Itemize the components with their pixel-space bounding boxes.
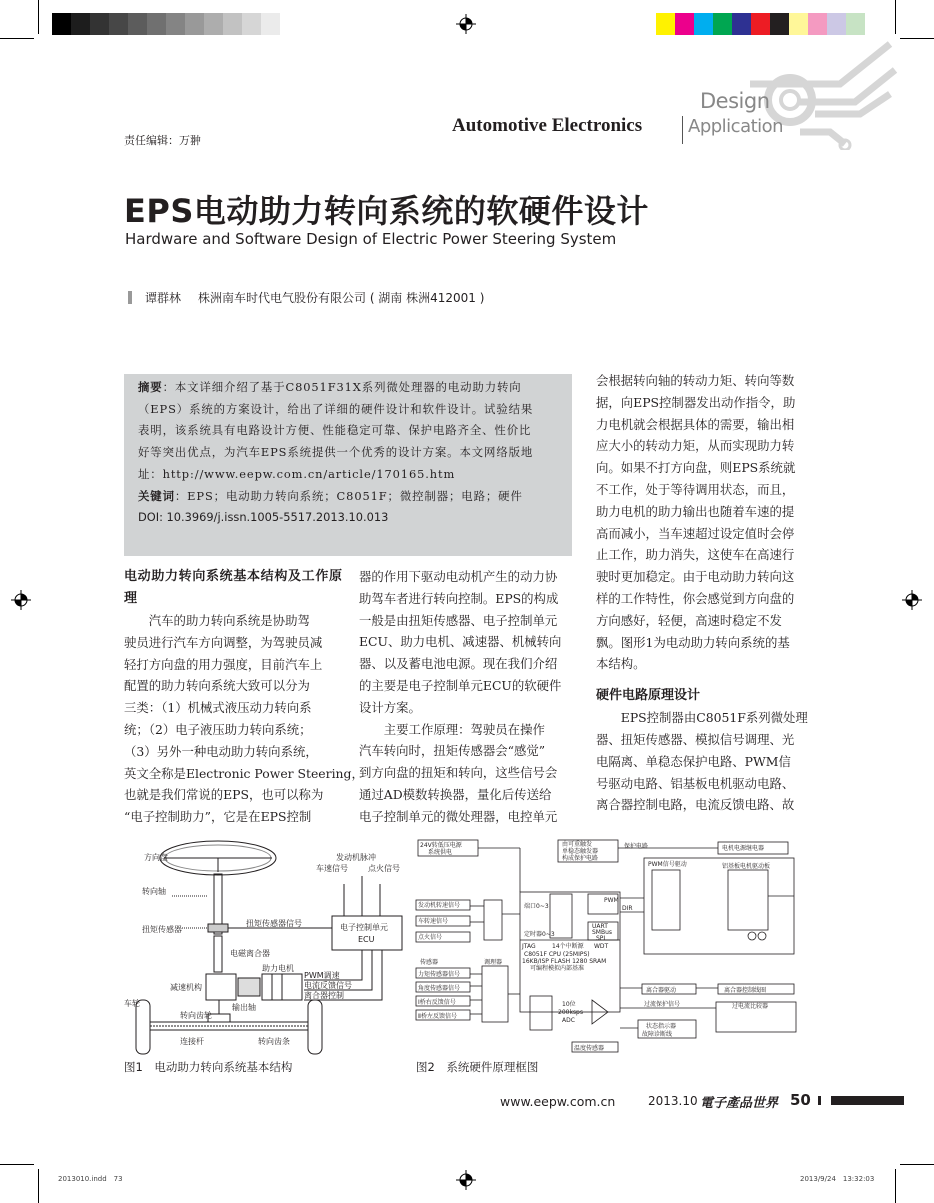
fig2-label: PWM [604,897,619,904]
crop-mark [0,1164,34,1165]
fig2-label: 过流保护信号 [644,1001,681,1008]
color-swatch [713,13,732,35]
fig2-label: PWM信号驱动 [648,861,687,868]
abstract-label: 摘要 [138,380,163,394]
body-line: 到方向盘的扭矩和转向，这些信号会 [359,765,558,781]
crop-mark [38,0,39,34]
fig2-label: 过电流比较器 [732,1003,769,1010]
body-line: 三类：（1）机械式液压动力转向系 [124,700,312,716]
color-swatch [242,13,261,35]
color-swatch [846,13,865,35]
fig2-label: 保护电路 [624,843,649,850]
color-swatch [128,13,147,35]
body-line: ECU、助力电机、减速器、机械转向 [359,634,562,650]
abstract-line: 表明，该系统具有电路设计方便、性能稳定可靠、保护电路齐全、性价比 [138,423,532,438]
column-2-lines [359,566,577,828]
author-marker [128,291,132,304]
color-swatch [751,13,770,35]
color-swatch [166,13,185,35]
fig1-label: PWM调速 [304,971,340,980]
fig2-label: 车转速信号 [418,918,449,925]
fig2-label: 电机电源继电器 [722,845,765,852]
crop-mark [895,0,896,34]
journal-section: Automotive Electronics [452,115,643,136]
fig2-label: 状态指示器 [646,1023,677,1030]
body-line: 飘。图形1为电动助力转向系统的基 [596,634,790,650]
fig1-label: ECU [358,935,375,944]
fig1-label: 方向盘 [144,853,168,862]
color-swatch [109,13,128,35]
registration-mark-top [456,14,476,34]
print-timestamp: 2013/9/24 13:32:03 [800,1175,875,1183]
fig1-label: 电流反馈信号 [304,981,352,990]
fig2-label: ADC [562,1017,575,1024]
fig1-label: 离合器控制 [304,991,344,1000]
figure-2-diagram [412,836,812,1058]
body-line: 统；（2）电子液压助力转向系统； [124,721,312,737]
body-line: 止工作，助力消失，这使车在高速行 [596,547,795,563]
body-line: 电隔离、单稳态保护电路、PWM信 [596,753,791,769]
body-line: 设计方案。 [359,699,421,715]
body-line: 器、以及蓄电池电源。现在我们介绍 [359,656,558,672]
registration-mark-right [902,590,922,610]
body-line: 电子控制单元的微处理器，电控单元 [359,808,558,824]
section-heading: 电动助力转向系统基本结构及工作原理 [124,569,342,606]
fig2-label: 构成保护电路 [562,855,599,862]
body-line: 会根据转向轴的转动力矩、转向等数 [596,373,795,388]
keywords: ：EPS；电动助力转向系统；C8051F；微控制器；电路；硬件 [174,488,523,503]
body-line: 应大小的转动力矩，从而实现助力转 [596,438,795,454]
fig2-label: 端口0~3 [524,903,549,910]
fig1-label: 扭矩传感器 [142,925,182,934]
body-line: 助驾车者进行转向控制。EPS的构成 [359,590,559,606]
figure-1-diagram [122,836,412,1056]
color-swatch [71,13,90,35]
fig2-label: DIR [622,905,633,912]
body-line: 离合器控制电路，电流反馈电路、故 [596,797,795,813]
fig1-label: 助力电机 [262,964,294,973]
abstract-line: （EPS）系统的方案设计，给出了详细的硬件设计和软件设计。试验结果 [138,401,534,416]
fig2-label: 离合器驱动 [646,987,677,994]
article-title-cn: EPS电动助力转向系统的软硬件设计 [124,192,649,230]
color-swatch [770,13,789,35]
color-swatch [147,13,166,35]
fig2-label: WDT [594,943,609,950]
color-swatch [789,13,808,35]
fig1-label: 车速信号 [316,864,348,873]
fig2-label: 点火信号 [418,934,443,941]
author-name: 谭群林 [145,291,182,305]
body-line: 不工作，处于等待调用状态，而且， [596,481,795,497]
fig2-label: 传感器 [420,959,439,966]
body-line: 汽车的助力转向系统是协助驾 [124,613,310,628]
crop-mark [38,1169,39,1203]
body-line: 号驱动电路、铝基板电机驱动电路、 [596,775,795,791]
fig2-label: 离合器控制线圈 [724,987,767,994]
fig1-label: 转向齿轮 [180,1011,212,1020]
process-color-bar [656,13,865,35]
logo-application: Application [688,116,784,137]
body-line: 通过AD模数转换器，量化后传送给 [359,786,552,802]
fig2-label: 故障诊断线 [642,1031,673,1038]
color-swatch [223,13,242,35]
fig2-label: 发动机转速信号 [418,902,461,909]
fig1-label: 扭矩传感器信号 [246,919,302,928]
doi: DOI: 10.3969/j.issn.1005-5517.2013.10.013 [138,510,389,525]
body-line: 驶员进行汽车方向调整，为驾驶员减 [124,634,323,650]
fig2-label: 14个中断源 [552,943,584,950]
body-line: 一般是由扭矩传感器、电子控制单元 [359,612,558,628]
footer-bar [832,1096,904,1105]
color-swatch [675,13,694,35]
article-title-en: Hardware and Software Design of Electric Power Steering System [125,230,617,248]
fig2-label: 定时器0~3 [524,931,555,938]
body-line: 高而减小，当车速超过设定值时会停 [596,525,795,541]
fig2-label: JTAG [522,943,536,950]
fig1-label: 电子控制单元 [340,923,388,932]
body-line: 样的工作特性，你会感觉到方向盘的 [596,590,795,606]
color-swatch [261,13,280,35]
crop-mark [900,1164,934,1165]
fig2-label: 温度传感器 [574,1045,605,1052]
fig2-label: UART [592,923,608,930]
figure-1-caption: 图1 电动助力转向系统基本结构 [124,1060,293,1074]
column-1 [124,566,364,828]
column-3-lines-2 [596,707,814,816]
editor-credit: 责任编辑：万翀 [124,134,201,147]
fig2-label: SPI [596,935,606,942]
fig1-label: 输出轴 [232,1003,256,1012]
column-3-lines [596,370,814,675]
body-line: 轻打方向盘的用力强度，目前汽车上 [124,656,323,672]
body-line: “电子控制助力”，它是在EPS控制 [124,809,312,825]
keywords-label: 关键词 [138,488,175,503]
body-line: 据，向EPS控制器发出动作指令，助 [596,394,796,410]
footer-magazine: 電子產品世界 [700,1096,779,1111]
fig2-label: C8051F CPU (25MIPS) [524,951,590,958]
body-line: 配置的助力转向系统大致可以分为 [124,678,310,694]
footer-url: www.eepw.com.cn [500,1094,616,1109]
body-line: 器、扭矩传感器、模拟信号调理、光 [596,731,795,747]
color-swatch [656,13,675,35]
body-line: 力电机就会根据具体的需要，输出相 [596,416,795,432]
fig2-label: 200ksps [558,1009,583,1016]
body-line: 驶时更加稳定。由于电动助力转向这 [596,569,795,585]
fig1-label: 连接杆 [180,1037,204,1046]
column-3 [596,370,814,816]
body-line: 向。如果不打方向盘，则EPS系统就 [596,460,796,476]
body-line: EPS控制器由C8051F系列微处理 [596,710,808,726]
column-1-lines [124,610,364,828]
gray-color-bar [52,13,280,35]
fig2-label: 10位 [562,1001,576,1008]
color-swatch [52,13,71,35]
file-info: 2013010.indd 73 [58,1175,123,1183]
abstract-line: ：本文详细介绍了基于C8051F31X系列微处理器的电动助力转向 [162,380,522,394]
fig2-label: 24V转低压电源 [420,842,462,849]
fig2-label: 铝基板电机驱动板 [722,863,771,870]
logo-design: Design [700,89,770,113]
color-swatch [827,13,846,35]
body-line: 助力电机的助力输出也随着车速的提 [596,503,795,519]
color-swatch [694,13,713,35]
color-swatch [185,13,204,35]
fig2-label: 可编程模拟内部基准 [530,965,585,972]
body-line: （3）另外一种电动助力转向系统， [124,743,318,759]
abstract-line: 好等突出优点，为汽车EPS系统提供一个优秀的设计方案。本文网络版地 [138,445,534,460]
fig1-label: 车轮 [124,999,140,1008]
color-swatch [204,13,223,35]
author-affiliation: 株洲南车时代电气股份有限公司 ( 湖南 株洲412001 ) [198,291,485,305]
crop-mark [895,1169,896,1203]
fig2-label: SMBus [592,929,613,936]
body-line: 也就是我们常说的EPS，也可以称为 [124,787,324,803]
fig2-label: 单稳态触发器 [562,848,599,855]
body-line: 汽车转向时，扭矩传感器会“感觉” [359,743,546,759]
fig2-label: Ⅰ桥右反馈信号 [418,999,456,1006]
fig2-label: 调理器 [484,959,503,966]
body-line: 主要工作原理：驾驶员在操作 [359,721,545,737]
body-line: 的主要是电子控制单元ECU的软硬件 [359,677,562,693]
color-swatch [732,13,751,35]
fig2-label: 由可重触发 [562,841,593,848]
fig1-label: 点火信号 [368,864,400,873]
fig1-label: 减速机构 [170,983,202,992]
color-swatch [808,13,827,35]
body-line: 英文全称是Electronic Power Steering， [124,765,364,781]
footer-issue: 2013.10 [648,1094,698,1108]
body-line: 器的作用下驱动电动机产生的动力协 [359,569,558,584]
fig1-label: 转向齿条 [258,1037,290,1046]
fig1-label: 电磁离合器 [230,949,270,958]
column-2 [359,566,577,828]
abstract-text [138,377,568,529]
fig2-label: 16KB/ISP FLASH 1280 SRAM [522,958,607,965]
registration-mark-bottom [456,1170,476,1190]
fig1-label: 发动机脉冲 [336,853,376,862]
fig2-label: Ⅱ桥左反馈信号 [418,1013,457,1020]
registration-mark-left [11,590,31,610]
color-swatch [90,13,109,35]
crop-mark [900,38,934,39]
abstract-line: 址：http://www.eepw.com.cn/article/170165.htm [138,466,456,481]
crop-mark [0,38,34,39]
fig2-label: 角度传感器信号 [418,985,461,992]
section-heading-hardware: 硬件电路原理设计 [596,688,701,704]
body-line: 方向感好，轻便，高速时稳定不发 [596,612,782,628]
body-line: 本结构。 [596,656,646,672]
fig2-label: 力矩传感器信号 [418,971,461,978]
header-divider [682,116,683,144]
fig1-label: 转向轴 [142,887,166,896]
fig2-label: 系统供电 [428,849,453,856]
page-number: 50 [790,1091,811,1109]
figure-2-caption: 图2 系统硬件原理框图 [416,1060,539,1074]
